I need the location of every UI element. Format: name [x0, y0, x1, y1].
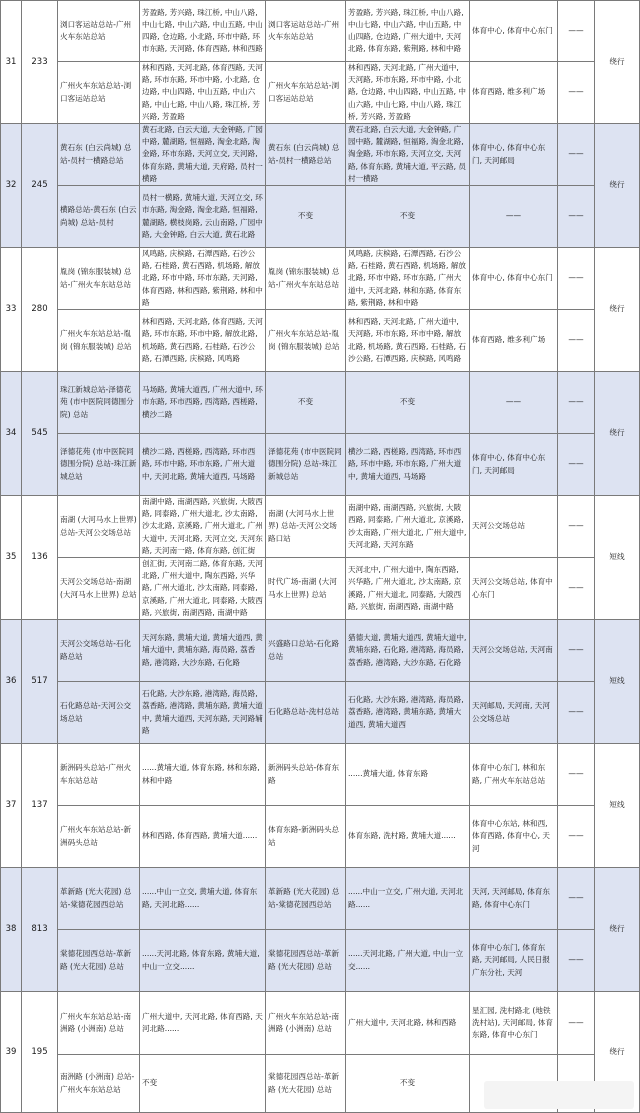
original-route: 不变 [140, 1055, 266, 1113]
new-route: ......黄埔大道, 体育东路 [346, 744, 470, 806]
change-type: 短线 [595, 496, 640, 620]
original-route: 员村一横路, 黄埔大道, 天河立交, 环市东路, 淘金路, 淘金北路, 恒福路, 麓湖路, 横枝岗路, 云山南路, 广园中路, 大金钟路, 白云大道, 黄石北路 [140, 186, 266, 248]
new-terminal: 黄石东 (白云尚城) 总站-员村一横路总站 [266, 124, 346, 186]
affected-stops: 天河公交场总站, 体育中心东门 [470, 558, 558, 620]
new-terminal: 体育东路-新洲码头总站 [266, 806, 346, 868]
row-number: 39 [0, 992, 22, 1113]
route-number: 280 [22, 248, 58, 372]
original-route: 林和西路, 天河北路, 体育西路, 天河路, 环市东路, 环市中路, 小北路, 仓边路, 中山四路, 中山五路, 中山六路, 中山七路, 中山八路, 珠江桥, 芳兴路, 芳盈路 [140, 62, 266, 124]
route-number: 233 [22, 0, 58, 124]
change-type: 绕行 [595, 124, 640, 248]
new-route: 风鸣路, 庆槟路, 石潭西路, 石沙公路, 石桂路, 黄石西路, 机场路, 解放北路, 环市中路, 环市东路, 广州大道中, 天河北路, 林和东路, 体育东路, 紫荆路, 林和中路 [346, 248, 470, 310]
original-route: 广州大道中, 天河北路, 体育西路, 天河北路...... [140, 992, 266, 1055]
change-type: 绕行 [595, 248, 640, 372]
new-terminal: 时代广场-南湖 (大河马水上世界) 总站 [266, 558, 346, 620]
direction-name: 革新路 (光大花园) 总站-棠德花园西总站 [58, 868, 140, 930]
new-route: 不变 [346, 1055, 470, 1113]
route-number: 136 [22, 496, 58, 620]
new-terminal: 兴盛路口总站-石化路总站 [266, 620, 346, 682]
route-number: 517 [22, 620, 58, 744]
remark: —— [558, 310, 595, 372]
new-terminal: 南湖 (大河马水上世界) 总站-天河公交场路口站 [266, 496, 346, 558]
direction-name: 黄石东 (白云尚城) 总站-员村一横路总站 [58, 124, 140, 186]
new-route: 天河北中, 广州大道中, 陶东西路, 兴华路, 广州大道北, 沙太南路, 京溪路, 广州大道北, 同泰路, 大陂西路, 兴旅街, 南湖西路, 南湖中路 [346, 558, 470, 620]
change-type: 绕行 [595, 868, 640, 992]
affected-stops: 体育中心东门, 林和东路, 广州火车东站总站 [470, 744, 558, 806]
route-number: 195 [22, 992, 58, 1113]
remark: —— [558, 744, 595, 806]
remark: —— [558, 186, 595, 248]
new-route: 石化路, 大沙东路, 港湾路, 海员路, 荔香路, 港湾路, 黄埔东路, 黄埔大道西, 黄埔大道西 [346, 682, 470, 744]
affected-stops: 天河公交场总站, 天河南 [470, 620, 558, 682]
new-route: 体育东路, 洗村路, 黄埔大道...... [346, 806, 470, 868]
route-number: 245 [22, 124, 58, 248]
new-route: 芳盈路, 芳兴路, 珠江桥, 中山八路, 中山七路, 中山六路, 中山五路, 中山四路, 仓边路, 广州大道中, 天河北路, 体育东路, 紫荆路, 林和中路 [346, 0, 470, 62]
affected-stops: —— [470, 186, 558, 248]
original-route: ......天河北路, 体育东路, 黄埔大道, 中山一立交...... [140, 930, 266, 992]
original-route: 天河东路, 黄埔大道, 黄埔大道西, 黄埔大道中, 黄埔东路, 海员路, 荔香路, 港湾路, 大沙东路, 石化路 [140, 620, 266, 682]
original-route: ......黄埔大道, 体育东路, 林和东路, 林和中路 [140, 744, 266, 806]
new-terminal: 棠德花园西总站-革新路 (光大花园) 总站 [266, 930, 346, 992]
remark: —— [558, 248, 595, 310]
direction-name: 石化路总站-天河公交场总站 [58, 682, 140, 744]
row-number: 31 [0, 0, 22, 124]
new-terminal: 浏口客运站总站-广州火车东站总站 [266, 0, 346, 62]
remark: —— [558, 124, 595, 186]
remark: —— [558, 558, 595, 620]
original-route: 林和西路, 体育西路, 黄埔大道...... [140, 806, 266, 868]
direction-name: 新洲码头总站-广州火车东站总站 [58, 744, 140, 806]
route-number: 813 [22, 868, 58, 992]
affected-stops: 体育中心, 体育中心东门, 天河邮局 [470, 124, 558, 186]
new-route: 猎德大道, 黄埔大道西, 黄埔大道中, 黄埔东路, 石化路, 港湾路, 海员路, 荔香路, 港湾路, 大沙东路, 石化路 [346, 620, 470, 682]
route-number: 545 [22, 372, 58, 496]
remark: —— [558, 930, 595, 992]
new-route: 南湖中路, 南湖西路, 兴旅街, 大陂西路, 同泰路, 广州大道北, 京溪路, 沙太南路, 广州大道北, 广州大道中, 天河北路, 天河东路 [346, 496, 470, 558]
remark: —— [558, 434, 595, 496]
new-terminal: 石化路总站-洗村总站 [266, 682, 346, 744]
remark: —— [558, 682, 595, 744]
direction-name: 天河公交场总站-南湖 (大河马水上世界) 总站 [58, 558, 140, 620]
affected-stops: 天河, 天河邮局, 体育东路, 体育中心东门 [470, 868, 558, 930]
change-type: 绕行 [595, 992, 640, 1113]
affected-stops: 体育中心, 体育中心东门 [470, 248, 558, 310]
new-route: ......中山一立交, 广州大道, 天河北路...... [346, 868, 470, 930]
new-route: 黄石北路, 白云大道, 大金钟路, 广园中路, 麓湖路, 恒福路, 淘金北路, 淘金路, 环市东路, 天河立交, 天河路, 体育东路, 黄埔大道, 平云路, 员村一横路 [346, 124, 470, 186]
row-number: 34 [0, 372, 22, 496]
direction-name: 天河公交场总站-石化路总站 [58, 620, 140, 682]
new-terminal: 胤岗 (锦东服装城) 总站-广州火车东站总站 [266, 248, 346, 310]
remark: —— [558, 372, 595, 434]
row-number: 37 [0, 744, 22, 868]
affected-stops: 星汇园, 洗村路北 (地铁洗村站), 天河邮局, 体育东路, 体育中心东门 [470, 992, 558, 1055]
new-terminal: 革新路 (光大花园) 总站-棠德花园西总站 [266, 868, 346, 930]
new-route: 广州大道中, 天河北路, 林和西路 [346, 992, 470, 1055]
direction-name: 南洲路 (小洲南) 总站-广州火车东站总站 [58, 1055, 140, 1113]
affected-stops: 体育中心东门, 体育东路, 天河邮局, 人民日报广东分社, 天河 [470, 930, 558, 992]
direction-name: 棠德花园西总站-革新路 (光大花园) 总站 [58, 930, 140, 992]
remark: —— [558, 620, 595, 682]
original-route: 创汇街, 天河南二路, 体育东路, 天河北路, 广州大道中, 陶东西路, 兴华路, 广州大道北, 沙太南路, 同泰路, 京溪路, 广州大道北, 同泰路, 大陂西路, 兴旅街, 南湖西路, 南湖中路 [140, 558, 266, 620]
affected-stops: 体育中心东站, 林和西, 体育西路, 体育中心, 天河 [470, 806, 558, 868]
row-number: 38 [0, 868, 22, 992]
direction-name: 南湖 (大河马水上世界) 总站-天河公交场总站 [58, 496, 140, 558]
new-terminal: 不变 [266, 186, 346, 248]
new-route: 不变 [346, 186, 470, 248]
new-terminal: 广州火车东站总站-南洲路 (小洲南) 总站 [266, 992, 346, 1055]
original-route: 马场路, 黄埔大道西, 广州大道中, 环市东路, 环市西路, 西湾路, 西槎路, 横沙二路 [140, 372, 266, 434]
direction-name: 广州火车东站总站-胤岗 (锦东服装城) 总站 [58, 310, 140, 372]
change-type: 绕行 [595, 0, 640, 124]
direction-name: 广州火车东站总站-南洲路 (小洲南) 总站 [58, 992, 140, 1055]
remark: —— [558, 868, 595, 930]
original-route: 芳盈路, 芳兴路, 珠江桥, 中山八路, 中山七路, 中山六路, 中山五路, 中山四路, 仓边路, 小北路, 环市中路, 环市东路, 天河路, 体育西路, 林和西路 [140, 0, 266, 62]
original-route: 黄石北路, 白云大道, 大金钟路, 广园中路, 麓湖路, 恒福路, 淘金北路, 淘金路, 环市东路, 天河立交, 天河路, 体育东路, 黄埔大道, 天府路, 员村一横路 [140, 124, 266, 186]
original-route: ......中山一立交, 黄埔大道, 体育东路, 天河北路...... [140, 868, 266, 930]
new-route: 横沙二路, 西槎路, 西湾路, 环市西路, 环市中路, 环市东路, 广州大道中, 黄埔大道西, 马场路 [346, 434, 470, 496]
row-number: 35 [0, 496, 22, 620]
route-number: 137 [22, 744, 58, 868]
direction-name: 浏口客运站总站-广州火车东站总站 [58, 0, 140, 62]
direction-name: 胤岗 (锦东服装城) 总站-广州火车东站总站 [58, 248, 140, 310]
remark: —— [558, 992, 595, 1055]
new-terminal: 棠德花园西总站-革新路 (光大花园) 总站 [266, 1055, 346, 1113]
new-route: 不变 [346, 372, 470, 434]
new-route: 林和西路, 天河北路, 广州大道中, 天河路, 环市东路, 环市中路, 解放北路, 机场路, 黄石西路, 石桂路, 石沙公路, 石潭西路, 庆槟路, 风鸣路 [346, 310, 470, 372]
original-route: 南湖中路, 南湖西路, 兴旅街, 大陂西路, 同泰路, 广州大道北, 沙太南路, 沙太北路, 京溪路, 广州大道北, 广州大道中, 天河北路, 天河立交, 天河东路, 天河南一路, 体育东路, 创汇街 [140, 496, 266, 558]
affected-stops: 天河公交场总站 [470, 496, 558, 558]
affected-stops: 体育中心, 体育中心东门 [470, 0, 558, 62]
change-type: 短线 [595, 620, 640, 744]
remark: —— [558, 0, 595, 62]
new-route: 林和西路, 天河北路, 广州大道中, 天河路, 环市东路, 环市中路, 小北路, 仓边路, 中山四路, 中山五路, 中山六路, 中山七路, 中山八路, 珠江桥, 芳兴路, 芳盈路 [346, 62, 470, 124]
new-terminal: 广州火车东站总站-胤岗 (锦东服装城) 总站 [266, 310, 346, 372]
direction-name: 广州火车东站总站-浏口客运站总站 [58, 62, 140, 124]
watermark [484, 1081, 634, 1109]
new-terminal: 广州火车东站总站-浏口客运站总站 [266, 62, 346, 124]
original-route: 林和西路, 天河北路, 体育西路, 天河路, 环市东路, 环市中路, 解放北路, 机场路, 黄石西路, 石桂路, 石沙公路, 石潭西路, 庆槟路, 风鸣路 [140, 310, 266, 372]
row-number: 33 [0, 248, 22, 372]
original-route: 横沙二路, 西槎路, 西湾路, 环市西路, 环市中路, 环市东路, 广州大道中, 天河北路, 黄埔大道西, 马场路 [140, 434, 266, 496]
new-terminal: 不变 [266, 372, 346, 434]
remark: —— [558, 496, 595, 558]
remark: —— [558, 62, 595, 124]
original-route: 风鸣路, 庆槟路, 石潭西路, 石沙公路, 石桂路, 黄石西路, 机场路, 解放北路, 环市中路, 环市东路, 天河路, 体育西路, 林和西路, 紫荆路, 林和中路 [140, 248, 266, 310]
remark: —— [558, 806, 595, 868]
direction-name: 泽德花苑 (市中医院同德围分院) 总站-珠江新城总站 [58, 434, 140, 496]
change-type: 绕行 [595, 372, 640, 496]
original-route: 石化路, 大沙东路, 港湾路, 海员路, 荔香路, 港湾路, 黄埔东路, 黄埔大道中, 黄埔大道西, 天河东路, 天河路辅路 [140, 682, 266, 744]
affected-stops: —— [470, 372, 558, 434]
affected-stops: 天河邮局, 天河南, 天河公交场总站 [470, 682, 558, 744]
new-route: ......天河北路, 广州大道, 中山一立交...... [346, 930, 470, 992]
affected-stops: 体育中心, 体育中心东门, 天河邮局 [470, 434, 558, 496]
row-number: 36 [0, 620, 22, 744]
row-number: 32 [0, 124, 22, 248]
affected-stops: 体育西路, 维多利广场 [470, 62, 558, 124]
new-terminal: 新洲码头总站-体育东路 [266, 744, 346, 806]
change-type: 短线 [595, 744, 640, 868]
direction-name: 横路总站-黄石东 (白云尚城) 总站-员村 [58, 186, 140, 248]
direction-name: 广州火车东站总站-新洲码头总站 [58, 806, 140, 868]
new-terminal: 泽德花苑 (市中医院同德围分院) 总站-珠江新城总站 [266, 434, 346, 496]
affected-stops: 体育西路, 维多利广场 [470, 310, 558, 372]
direction-name: 珠江新城总站-泽德花苑 (市中医院同德围分院) 总站 [58, 372, 140, 434]
